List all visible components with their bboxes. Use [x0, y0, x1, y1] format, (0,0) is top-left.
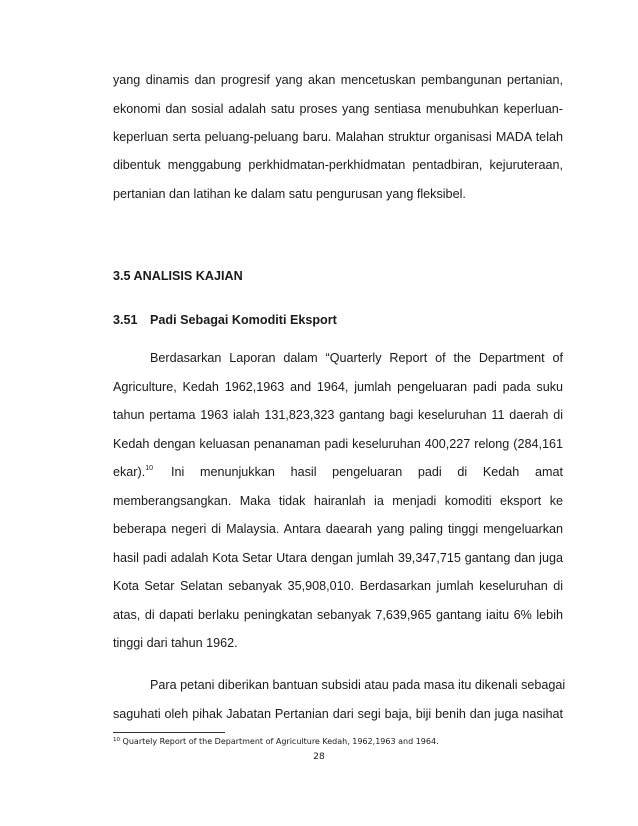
text-line: Kota Setar Selatan sebanyak 35,908,010. Berdasarkan jumlah keseluruhan di — [113, 579, 563, 593]
footnote — [113, 737, 439, 747]
text-line: Agriculture, Kedah 1962,1963 and 1964, jumlah pengeluaran padi pada suku — [113, 380, 563, 394]
text-line: Kedah dengan keluasan penanaman padi keseluruhan 400,227 relong (284,161 — [113, 437, 563, 451]
text-line: tinggi dari tahun 1962. — [113, 636, 238, 650]
footnote-separator — [113, 732, 225, 733]
section-heading: 3.5 ANALISIS KAJIAN — [113, 269, 243, 283]
footnote-mark: 10 — [113, 737, 120, 743]
subsection-number: 3.51 — [113, 313, 138, 327]
text-line: hasil padi adalah Kota Setar Utara dengan jumlah 39,347,715 gantang dan juga — [113, 551, 563, 565]
text-line: saguhati oleh pihak Jabatan Pertanian dari segi baja, biji benih dan juga nasihat — [113, 707, 563, 721]
text-line: Para petani diberikan bantuan subsidi atau pada masa itu dikenali sebagai — [150, 678, 566, 692]
text-line: memberangsangkan. Maka tidak hairanlah ia menjadi komoditi eksport ke — [113, 494, 563, 508]
text-line: beberapa negeri di Malaysia. Antara daearah yang paling tinggi mengeluarkan — [113, 522, 563, 536]
text-line: ekonomi dan sosial adalah satu proses yang sentiasa menubuhkan keperluan- — [113, 102, 563, 116]
text-line: tahun pertama 1963 ialah 131,823,323 gantang bagi keseluruhan 11 daerah di — [113, 408, 563, 422]
text-fragment: ekar). — [113, 465, 146, 479]
text-line: dibentuk menggabung perkhidmatan-perkhidmatan pentadbiran, kejuruteraan, — [113, 158, 563, 172]
text-line: yang dinamis dan progresif yang akan mencetuskan pembangunan pertanian, — [113, 73, 563, 87]
page-number: 28 — [313, 752, 325, 762]
footnote-text: Quartely Report of the Department of Agriculture Kedah, 1962,1963 and 1964. — [122, 737, 439, 746]
subsection-title: Padi Sebagai Komoditi Eksport — [150, 313, 337, 327]
text-line: Ini menunjukkan hasil pengeluaran padi di Kedah amat — [171, 465, 563, 479]
text-line: atas, di dapati berlaku peningkatan sebanyak 7,639,965 gantang iaitu 6% lebih — [113, 608, 563, 622]
text-line: keperluan serta peluang-peluang baru. Malahan struktur organisasi MADA telah — [113, 130, 563, 144]
text-line: Berdasarkan Laporan dalam “Quarterly Report of the Department of — [150, 351, 563, 365]
footnote-reference[interactable]: 10 — [145, 465, 153, 472]
text-line: pertanian dan latihan ke dalam satu pengurusan yang fleksibel. — [113, 187, 466, 201]
